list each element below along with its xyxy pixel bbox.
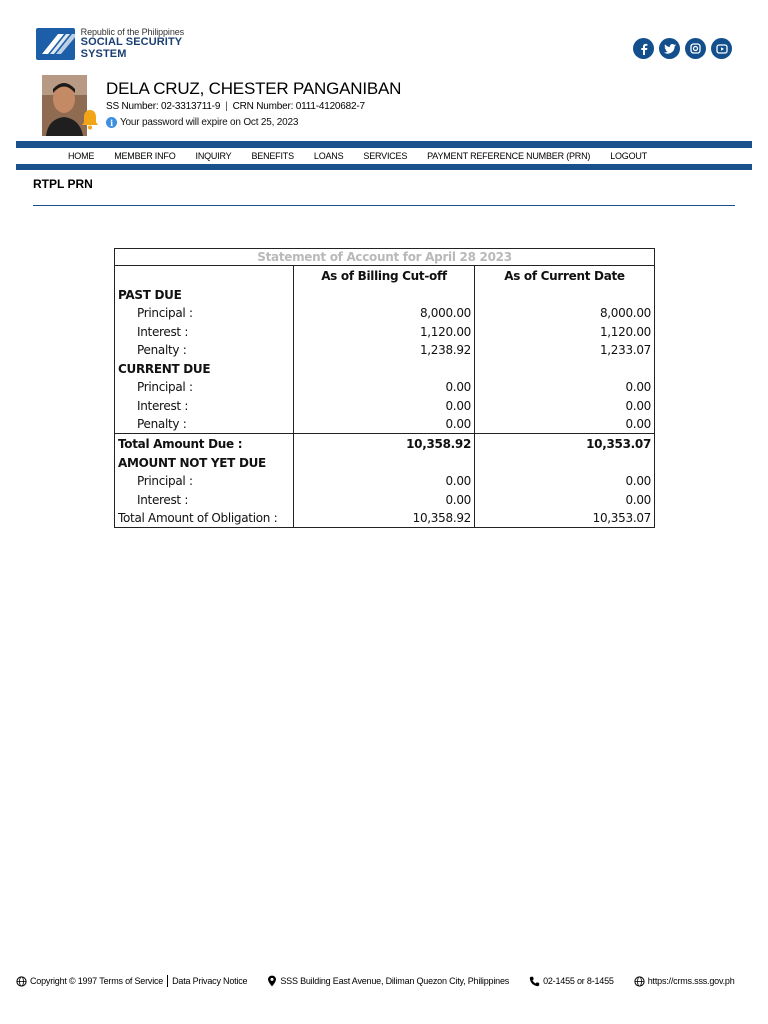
instagram-icon[interactable] [685,38,706,59]
nav-inquiry[interactable]: INQUIRY [195,151,232,161]
nav-benefits[interactable]: BENEFITS [251,151,294,161]
header-billing-cutoff: As of Billing Cut-off [294,266,475,286]
id-separator: | [225,101,228,112]
ss-number: SS Number: 02-3313711-9 [106,101,221,112]
footer-terms-link[interactable]: Terms of Service [99,976,164,986]
footer [16,975,756,987]
total-obligation-billing: 10,358.92 [294,509,475,528]
table-row [115,397,655,416]
table-row [115,378,655,397]
nav-home[interactable]: HOME [68,151,95,161]
amount-current: 1,233.07 [599,343,651,358]
location-pin-icon [267,975,277,987]
footer-phone-group [529,976,614,987]
amount-current: 1,120.00 [599,324,651,339]
amount-current: 0.00 [625,474,651,489]
amount-current: 0.00 [625,492,651,507]
table-row [115,323,655,342]
table-row [115,304,655,323]
notification-bell-icon[interactable] [80,108,100,135]
page-title: RTPL PRN [33,177,93,191]
password-notice [106,117,298,128]
row-label: Penalty : [115,415,294,434]
table-row [115,509,655,528]
row-label: Interest : [115,323,294,342]
table-row [115,472,655,491]
nav-loans[interactable]: LOANS [313,151,344,161]
nav-services[interactable]: SERVICES [363,151,408,161]
footer-privacy-link[interactable]: Data Privacy Notice [172,976,248,986]
row-label: Penalty : [115,341,294,360]
row-label: Principal : [115,472,294,491]
footer-address: SSS Building East Avenue, Diliman Quezon City, Philippines [280,976,510,986]
statement-of-account-table [114,248,655,528]
web-globe-icon [634,976,645,987]
total-obligation-current: 10,353.07 [592,511,651,525]
amount-billing: 1,120.00 [294,323,475,342]
total-amount-due-label: Total Amount Due : [115,434,294,454]
phone-icon [529,976,540,987]
amount-billing: 0.00 [294,491,475,510]
amount-current: 0.00 [625,398,651,413]
footer-address-group [267,975,509,987]
table-row [115,454,655,473]
amount-billing: 8,000.00 [294,304,475,323]
logo-subtitle: Republic of the Philippines [80,26,185,37]
amount-billing: 1,238.92 [294,341,475,360]
header-current-date: As of Current Date [504,268,625,283]
footer-copyright: Copyright © 1997 [30,976,97,986]
table-row [115,415,655,434]
globe-icon [16,976,27,987]
logo-name: SOCIAL SECURITY SYSTEM [80,36,183,60]
table-row [115,286,655,305]
youtube-icon[interactable] [711,38,732,59]
nav-logout[interactable]: LOGOUT [610,151,647,161]
nav-member-info[interactable]: MEMBER INFO [114,151,176,161]
footer-divider [167,975,168,987]
footer-phone[interactable]: 02-1455 or 8-1455 [543,976,614,986]
member-name: DELA CRUZ, CHESTER PANGANIBAN [106,79,402,98]
title-divider [33,205,735,206]
row-label: Interest : [115,397,294,416]
table-row [115,341,655,360]
footer-website-link[interactable]: https://crms.sss.gov.ph [647,976,735,986]
amount-current: 0.00 [625,417,651,431]
member-ids [106,101,365,112]
twitter-icon[interactable] [659,38,680,59]
footer-copyright-group [16,975,247,987]
section-past-due: PAST DUE [115,286,294,305]
amount-billing: 0.00 [294,378,475,397]
total-due-current: 10,353.07 [475,434,655,454]
social-links [633,38,732,59]
statement-caption: Statement of Account for April 28 2023 [115,249,655,266]
amount-billing: 0.00 [294,397,475,416]
section-current-due: CURRENT DUE [115,360,294,379]
facebook-icon[interactable] [633,38,654,59]
info-icon: i [106,117,117,128]
password-notice-text: Your password will expire on Oct 25, 2023 [120,117,299,128]
footer-website-group [634,976,735,987]
sss-logo-mark-icon [36,28,75,60]
amount-billing: 0.00 [294,415,475,434]
total-obligation-label: Total Amount of Obligation : [115,509,294,528]
total-due-billing: 10,358.92 [294,434,475,454]
nav-prn[interactable]: PAYMENT REFERENCE NUMBER (PRN) [427,151,591,161]
amount-current: 8,000.00 [599,306,651,321]
header-blank [115,266,294,286]
amount-billing: 0.00 [294,472,475,491]
section-not-yet-due: AMOUNT NOT YET DUE [115,454,294,473]
row-label: Principal : [115,304,294,323]
row-label: Principal : [115,378,294,397]
amount-current: 0.00 [625,380,651,395]
sss-logo[interactable] [36,27,226,61]
table-row [115,360,655,379]
main-nav [16,141,752,170]
table-row [115,434,655,454]
crn-number: CRN Number: 0111-4120682-7 [232,101,365,112]
row-label: Interest : [115,491,294,510]
table-row [115,491,655,510]
